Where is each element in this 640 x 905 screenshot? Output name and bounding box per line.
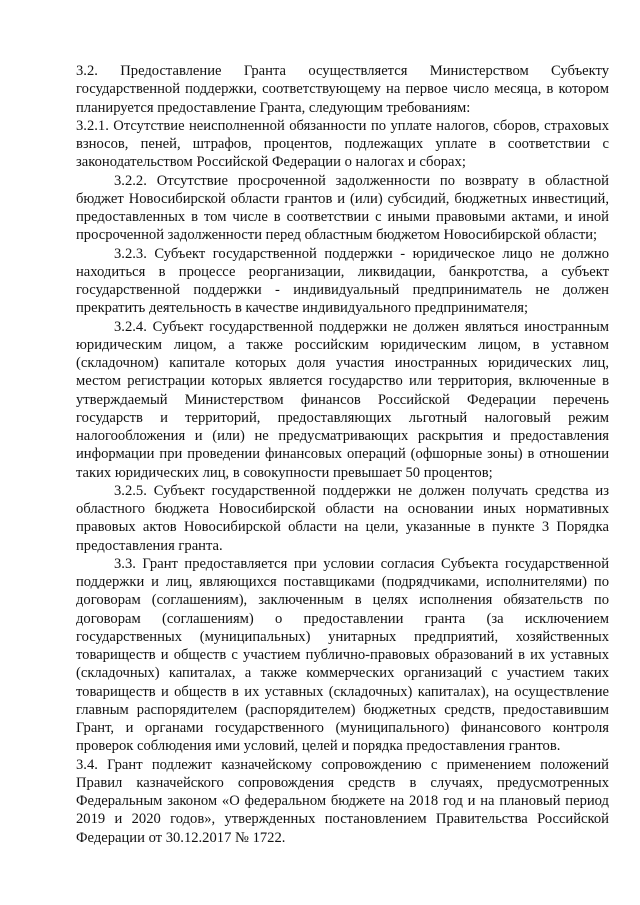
document-page — [76, 62, 609, 847]
paragraph-3-3: 3.3. Грант предоставляется при условии согласия Субъекта государственной поддержки и лиц, являющихся поставщиками (подрядчиками, исполнителями) по договорам (соглашениям), заключенным в целях исполнения обязательств по договорам (соглашениям) о предоставлении гранта (за исключением государственных (муниципальных) унитарных предприятий, хозяйственных товариществ и обществ с участием публично-правовых образований в их уставных (складочных) капиталах, а также коммерческих организаций с участием таких товариществ и обществ в их уставных (складочных) капиталах), на осуществление главным распорядителем (распорядителем) бюджетных средств, предоставившим Грант, и органами государственного (муниципального) финансового контроля проверок соблюдения ими условий, целей и порядка предоставления грантов. — [76, 555, 609, 755]
paragraph-3-4: 3.4. Грант подлежит казначейскому сопровождению с применением положений Правил казначейского сопровождения средств в случаях, предусмотренных Федеральным законом «О федеральном бюджете на 2018 год и на плановый период 2019 и 2020 годов», утвержденных постановлением Правительства Российской Федерации от 30.12.2017 № 1722. — [76, 756, 609, 846]
paragraph-3-2-4: 3.2.4. Субъект государственной поддержки не должен являться иностранным юридическим лицом, а также российским юридическим лицом, в уставном (складочном) капитале которых доля участия иностранных юридических лиц, местом регистрации которых является государство или территория, включенные в утверждаемый Министерством финансов Российской Федерации перечень государств и территорий, предоставляющих льготный налоговый режим налогообложения и (или) не предусматривающих раскрытия и предоставления информации при проведении финансовых операций (офшорные зоны) в отношении таких юридических лиц, в совокупности превышает 50 процентов; — [76, 318, 609, 481]
paragraph-3-2-1: 3.2.1. Отсутствие неисполненной обязанности по уплате налогов, сборов, страховых взносов, пеней, штрафов, процентов, подлежащих уплате в соответствии с законодательством Российской Федерации о налогах и сборах; — [76, 117, 609, 171]
paragraph-3-2-5: 3.2.5. Субъект государственной поддержки не должен получать средства из областного бюджета Новосибирской области на основании иных нормативных правовых актов Новосибирской области на цели, указанные в пункте 3 Порядка предоставления гранта. — [76, 482, 609, 554]
paragraph-3-2: 3.2. Предоставление Гранта осуществляется Министерством Субъекту государственной поддержки, соответствующему на первое число месяца, в котором планируется предоставление Гранта, следующим требованиям: — [76, 63, 609, 116]
paragraph-3-2-3: 3.2.3. Субъект государственной поддержки - юридическое лицо не должно находиться в процессе реорганизации, ликвидации, банкротства, а субъект государственной поддержки - индивидуальный предприниматель не должен прекратить деятельность в качестве индивидуального предпринимателя; — [76, 245, 609, 317]
paragraph-3-2-2: 3.2.2. Отсутствие просроченной задолженности по возврату в областной бюджет Новосибирской области грантов и (или) субсидий, бюджетных инвестиций, предоставленных в том числе в соответствии с иными правовыми актами, и иной просроченной задолженности перед областным бюджетом Новосибирской области; — [76, 172, 609, 244]
